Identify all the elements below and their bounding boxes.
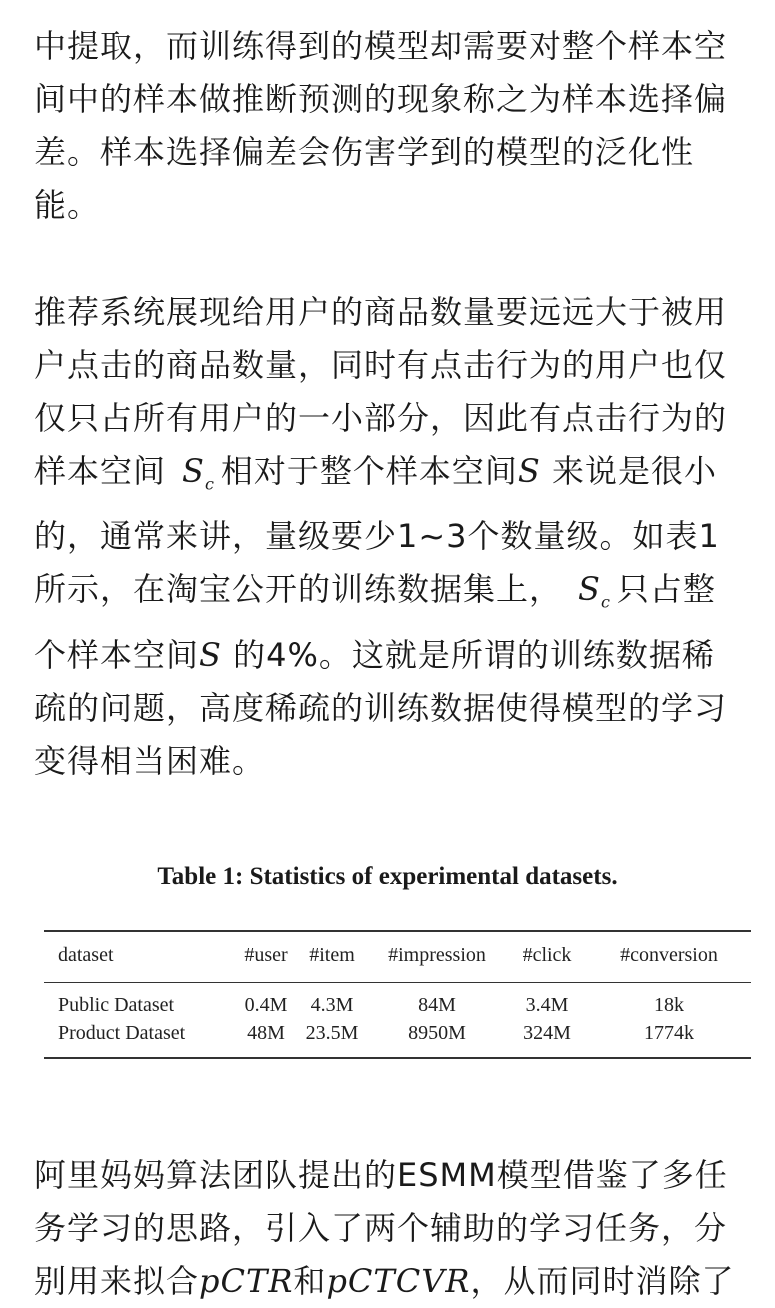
cell-user: 0.4M [244, 994, 288, 1016]
table-row [44, 1019, 751, 1047]
paragraph2-part1: 推荐系统展现给用户的商品数量要远远大于被用户点击的商品数量，同时有点击行为的用户也仅仅只占所有用户的一小部分，因此有点击行为的样本空间 [34, 293, 728, 490]
table-body [44, 983, 751, 1047]
header-conversion: #conversion [620, 944, 718, 966]
table-header-row [44, 932, 751, 978]
cell-conversion: 18k [654, 994, 684, 1016]
header-item: #item [309, 944, 355, 966]
header-dataset: dataset [58, 944, 114, 966]
cell-conversion: 1774k [644, 1022, 694, 1044]
pctcvr-term: pCTCVR [326, 1262, 471, 1300]
s-symbol-2: S [199, 635, 222, 674]
cell-dataset: Product Dataset [58, 1022, 186, 1044]
paragraph-esmm [34, 1149, 744, 1308]
paragraph2-part4: 只占整个样本空间 [34, 570, 716, 674]
sc-symbol-letter: S [182, 452, 205, 490]
paragraph3-part2: 和 [293, 1262, 327, 1300]
paragraph2-part2: 相对于整个样本空间 [220, 452, 518, 490]
sc-symbol-2-subscript: c [600, 592, 611, 612]
paragraph-sample-selection-bias [34, 20, 744, 232]
paragraph2-part5: 的4%。这就是所谓的训练数据稀疏的问题，高度稀疏的训练数据使得模型的学习变得相当困难。 [34, 635, 728, 780]
paragraph-data-sparsity [34, 286, 744, 788]
sc-symbol-2-letter: S [578, 570, 601, 609]
header-user: #user [244, 944, 288, 966]
cell-click: 324M [523, 1022, 571, 1044]
cell-dataset: Public Dataset [58, 994, 175, 1016]
table-row [44, 991, 751, 1019]
table-bottom-rule [44, 1057, 751, 1059]
sc-symbol [182, 452, 215, 494]
header-click: #click [522, 944, 572, 966]
pctr-term: pCTR [199, 1262, 294, 1300]
dataset-statistics-table [44, 930, 751, 1059]
paragraph1-text: 中提取，而训练得到的模型却需要对整个样本空间中的样本做推断预测的现象称之为样本选择偏差。样本选择偏差会伤害学到的模型的泛化性能。 [34, 27, 728, 224]
cell-item: 4.3M [310, 994, 354, 1016]
cell-impression: 8950M [408, 1022, 466, 1044]
s-symbol: S [517, 452, 541, 490]
sc-symbol-2 [578, 570, 611, 612]
cell-user: 48M [247, 1022, 285, 1044]
cell-item: 23.5M [305, 1022, 359, 1044]
paragraph3-part3: ，从而同时消除了 [470, 1262, 735, 1300]
sc-symbol-subscript: c [204, 474, 215, 494]
cell-impression: 84M [418, 994, 456, 1016]
cell-click: 3.4M [525, 994, 569, 1016]
paragraph3-part1: 阿里妈妈算法团队提出的ESMM模型借鉴了多任务学习的思路，引入了两个辅助的学习任务，分别用来拟合 [34, 1156, 728, 1300]
paragraph2-part3: 来说是很小的，通常来讲，量级要少1~3个数量级。如表1所示，在淘宝公开的训练数据集上， [34, 452, 720, 609]
table-caption: Table 1: Statistics of experimental datasets. [157, 863, 618, 890]
header-impression: #impression [388, 944, 486, 966]
